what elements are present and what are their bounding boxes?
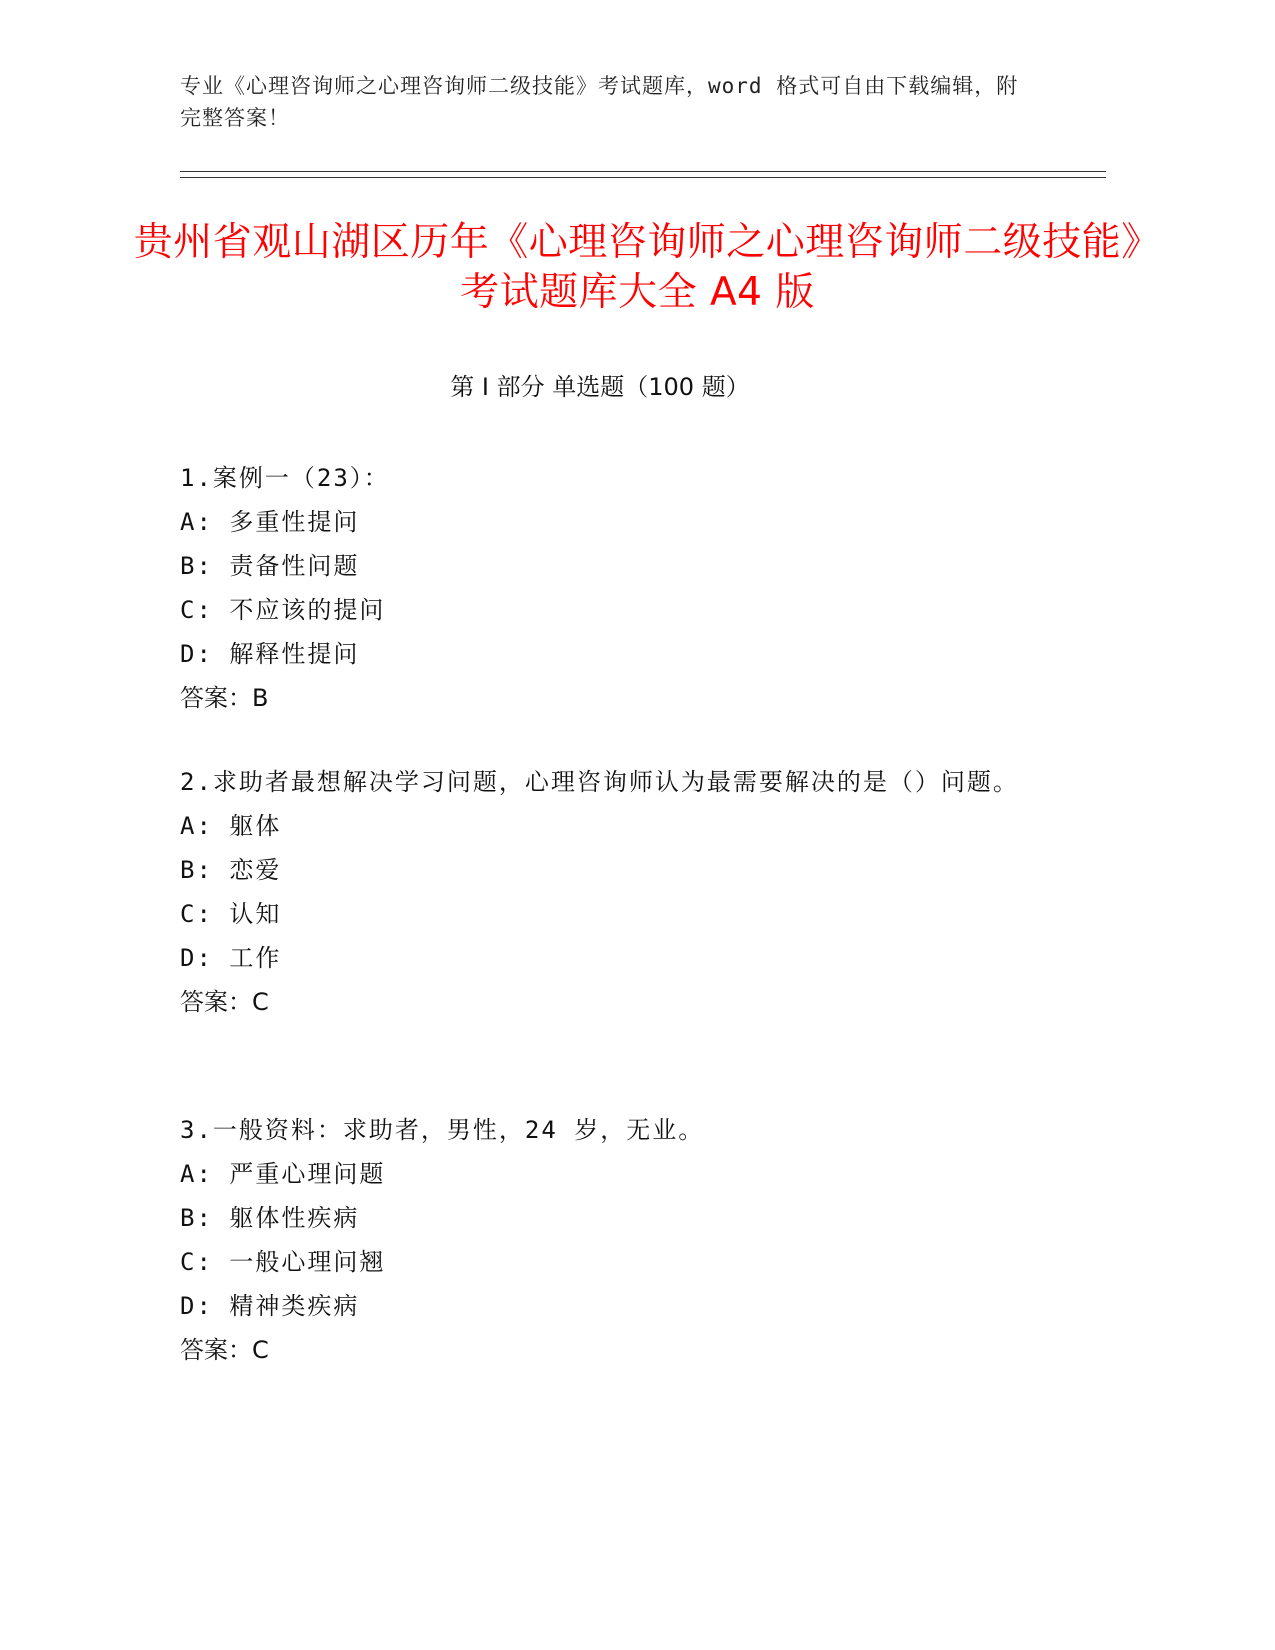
question-1 xyxy=(180,456,1040,720)
option-d: D: 解释性提问 xyxy=(180,640,360,668)
document-title: 贵州省观山湖区历年《心理咨询师之心理咨询师二级技能》考试题库大全 A4 版 xyxy=(133,220,1142,315)
option-b: B: 躯体性疾病 xyxy=(180,1204,360,1232)
option-c: C: 不应该的提问 xyxy=(180,596,386,624)
option-d: D: 精神类疾病 xyxy=(180,1292,360,1320)
question-stem: 3.一般资料：求助者，男性，24 岁，无业。 xyxy=(180,1116,705,1144)
question-stem: 2.求助者最想解决学习问题，心理咨询师认为最需要解决的是（）问题。 xyxy=(180,768,1019,796)
option-c: C: 认知 xyxy=(180,900,282,928)
header-rule-bottom xyxy=(180,177,1106,178)
option-a: A: 躯体 xyxy=(180,812,282,840)
question-2 xyxy=(180,760,1040,1024)
answer-line: 答案：C xyxy=(180,1336,269,1364)
option-b: B: 恋爱 xyxy=(180,856,282,884)
option-d: D: 工作 xyxy=(180,944,282,972)
answer-line: 答案：C xyxy=(180,988,269,1016)
question-3 xyxy=(180,1108,1040,1372)
option-c: C: 一般心理问翘 xyxy=(180,1248,386,1276)
option-a: A: 严重心理问题 xyxy=(180,1160,386,1188)
answer-line: 答案：B xyxy=(180,684,269,712)
option-b: B: 责备性问题 xyxy=(180,552,360,580)
question-stem: 1.案例一（23）： xyxy=(180,464,390,492)
header-note: 专业《心理咨询师之心理咨询师二级技能》考试题库，word 格式可自由下载编辑，附完整答案！ xyxy=(180,74,1019,130)
section-heading: 第 I 部分 单选题（100 题） xyxy=(450,373,750,401)
option-a: A: 多重性提问 xyxy=(180,508,360,536)
header-rule-top xyxy=(180,171,1106,172)
